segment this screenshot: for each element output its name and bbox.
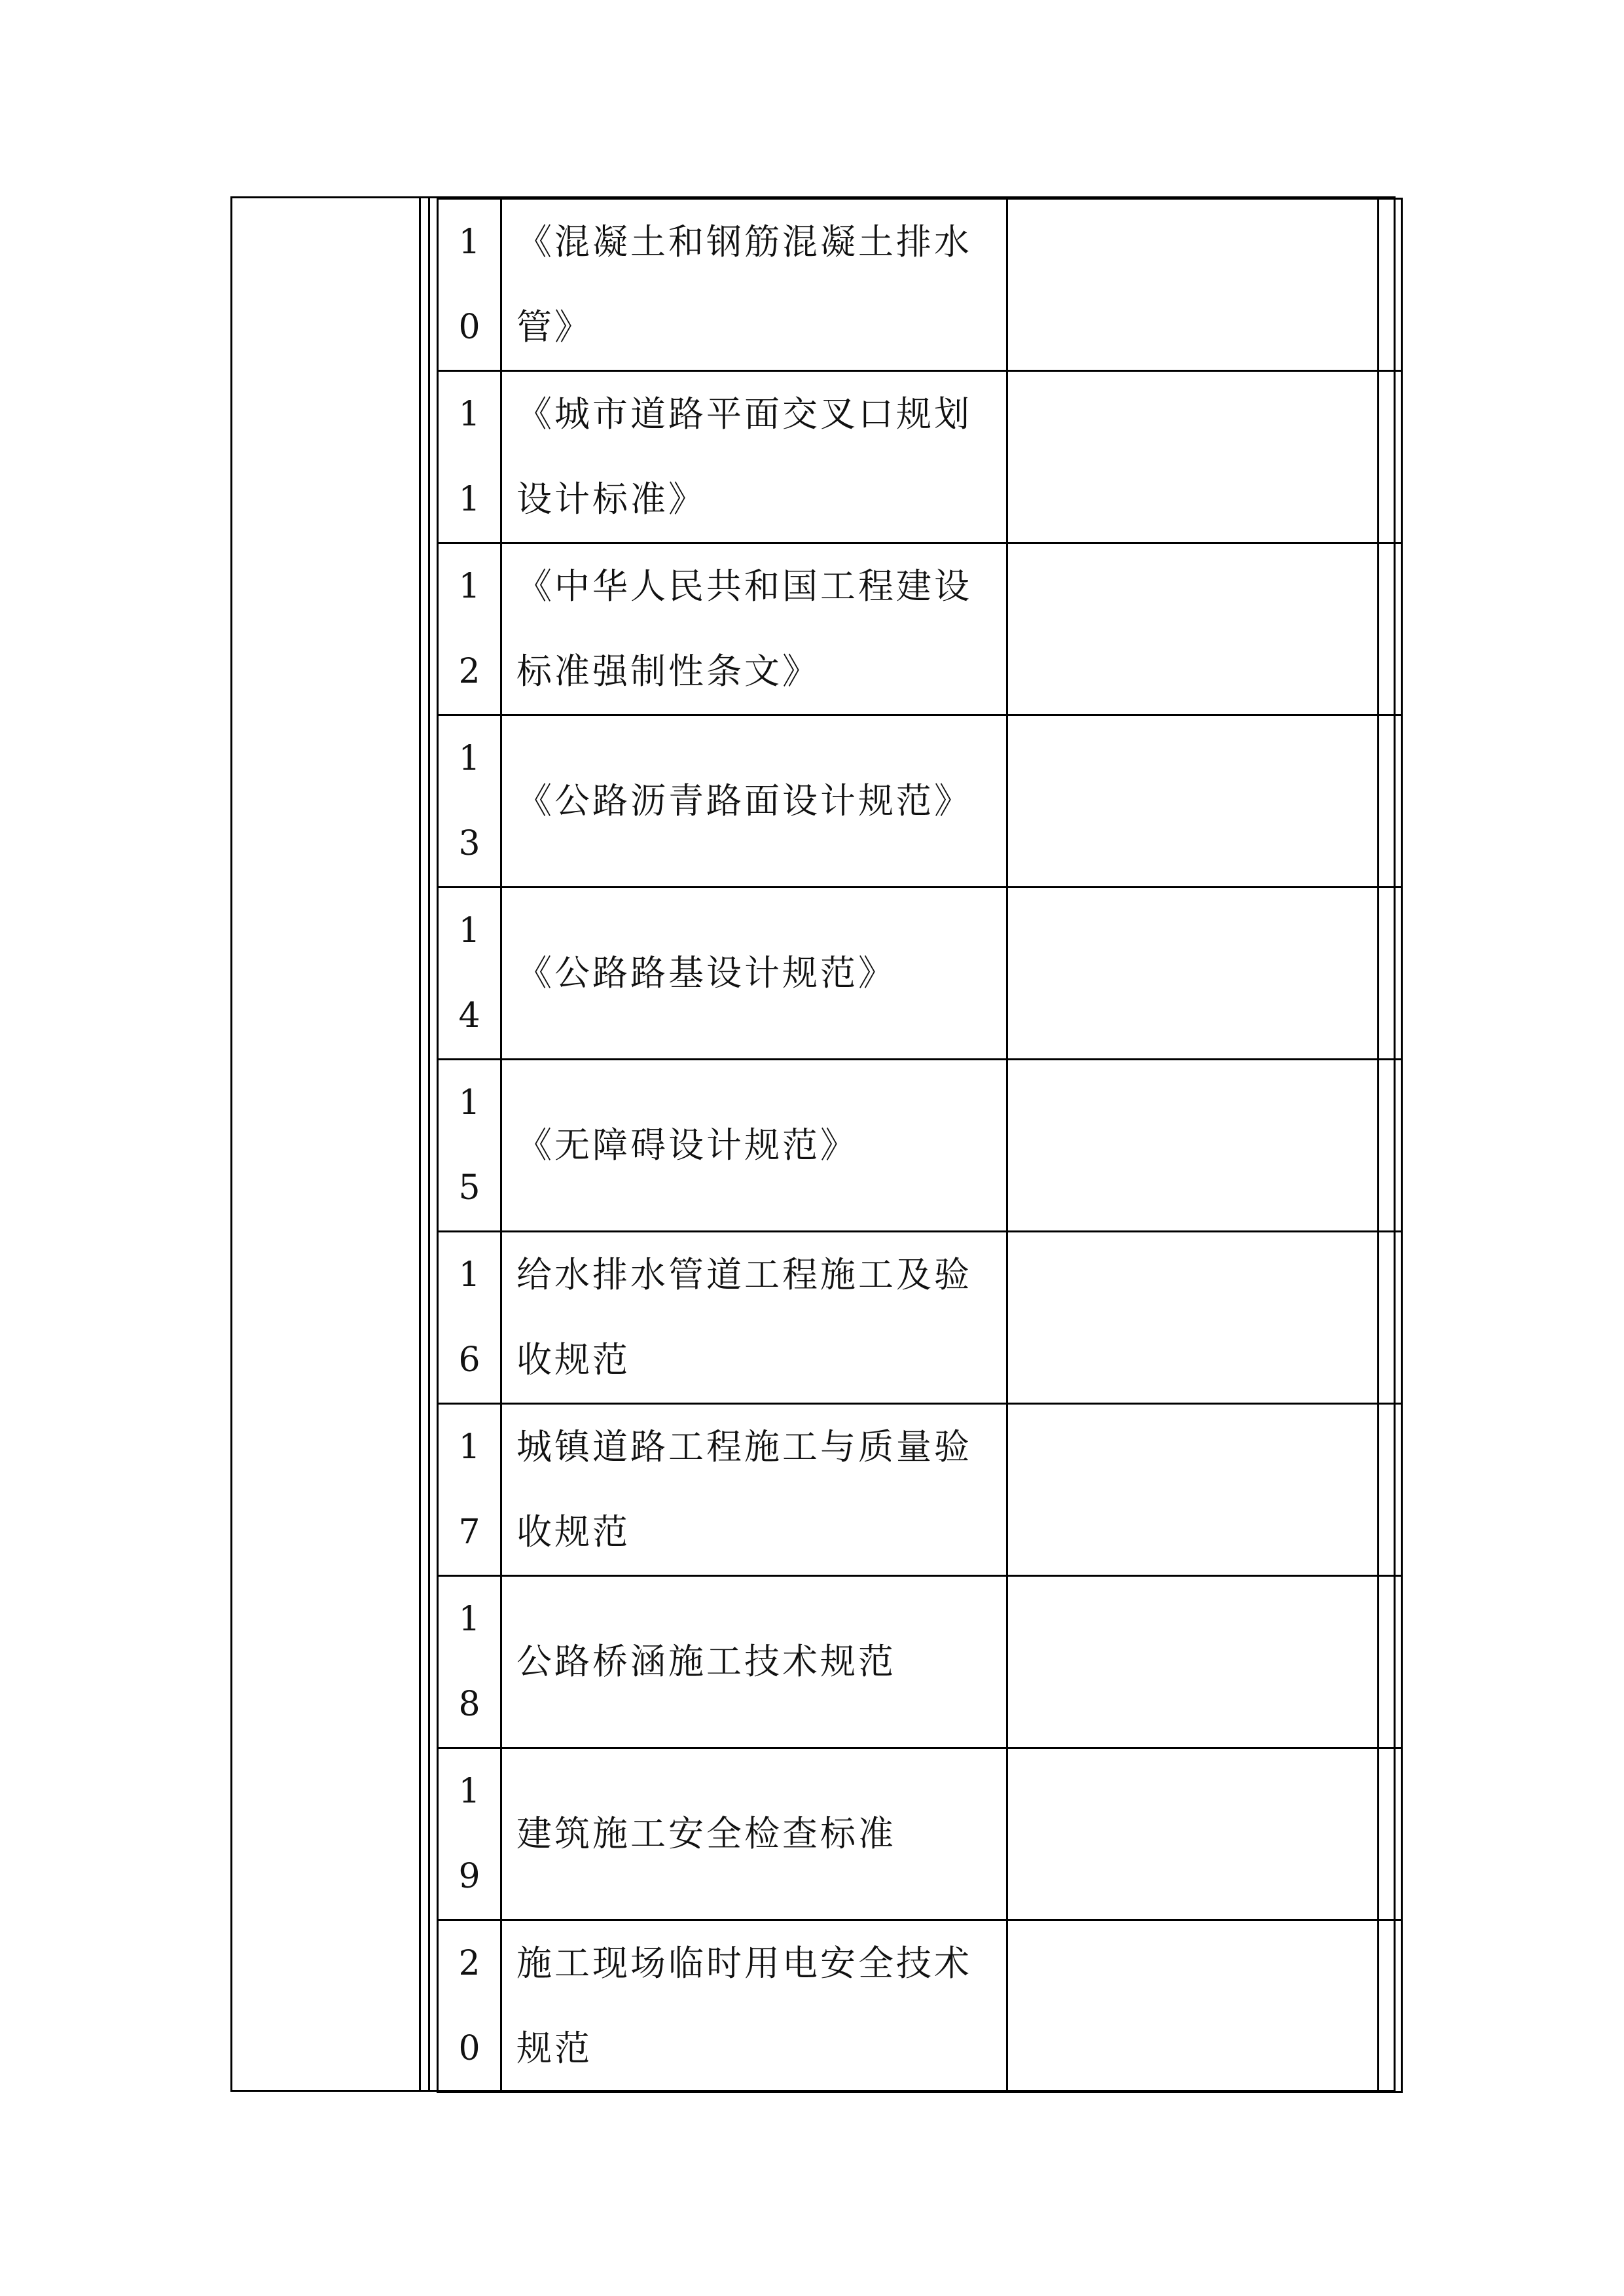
- remarks-cell: [1007, 1060, 1402, 1232]
- row-number: [438, 715, 501, 888]
- standard-title: 《无障碍设计规范》: [501, 1060, 1007, 1232]
- row-number-digit: 1: [458, 567, 480, 606]
- table-row: [438, 1748, 1402, 1920]
- row-number-digit: 2: [458, 652, 480, 691]
- row-number: [438, 543, 501, 715]
- row-number: [438, 371, 501, 543]
- row-number-digit: 1: [458, 1427, 480, 1467]
- standard-title: 《中华人民共和国工程建设标准强制性条文》: [501, 543, 1007, 715]
- row-number: [438, 199, 501, 371]
- row-number-digit: 1: [458, 395, 480, 434]
- table-row: [438, 1232, 1402, 1404]
- table-row: [438, 199, 1402, 371]
- table-row: [438, 543, 1402, 715]
- standards-table: [437, 198, 1403, 2093]
- remarks-cell: [1007, 1748, 1402, 1920]
- table-row: [438, 715, 1402, 888]
- table-row: [438, 1576, 1402, 1748]
- row-number-digit: 0: [458, 308, 480, 347]
- left-column-divider-inner: [428, 196, 430, 2092]
- standard-title: 《混凝土和钢筋混凝土排水管》: [501, 199, 1007, 371]
- remarks-cell: [1007, 715, 1402, 888]
- row-number: [438, 1748, 501, 1920]
- remarks-cell: [1007, 1576, 1402, 1748]
- table-row: [438, 1404, 1402, 1576]
- row-number-digit: 6: [458, 1340, 480, 1380]
- row-number-digit: 9: [458, 1857, 480, 1896]
- row-number-digit: 4: [458, 996, 480, 1035]
- row-number-digit: 1: [458, 739, 480, 778]
- remarks-cell: [1007, 371, 1402, 543]
- row-number-digit: 8: [458, 1685, 480, 1724]
- remarks-cell: [1007, 888, 1402, 1060]
- row-number-digit: 1: [458, 480, 480, 519]
- remarks-cell: [1007, 543, 1402, 715]
- remarks-cell: [1007, 199, 1402, 371]
- row-number-digit: 1: [458, 911, 480, 950]
- remarks-cell: [1007, 1404, 1402, 1576]
- table-row: [438, 371, 1402, 543]
- row-number-digit: 5: [458, 1168, 480, 1208]
- row-number: [438, 888, 501, 1060]
- row-number-digit: 2: [458, 1944, 480, 1983]
- row-number: [438, 1232, 501, 1404]
- standard-title: 《城市道路平面交叉口规划设计标准》: [501, 371, 1007, 543]
- table-row: [438, 1920, 1402, 2092]
- row-number-digit: 7: [458, 1513, 480, 1552]
- standard-title: 施工现场临时用电安全技术规范: [501, 1920, 1007, 2092]
- row-number: [438, 1060, 501, 1232]
- row-number: [438, 1576, 501, 1748]
- row-number-digit: 1: [458, 1772, 480, 1811]
- standard-title: 公路桥涵施工技术规范: [501, 1576, 1007, 1748]
- standard-title: 《公路沥青路面设计规范》: [501, 715, 1007, 888]
- remarks-cell: [1007, 1920, 1402, 2092]
- row-number-digit: 1: [458, 1600, 480, 1639]
- row-number-digit: 1: [458, 1083, 480, 1122]
- remarks-cell: [1007, 1232, 1402, 1404]
- row-number-digit: 1: [458, 1255, 480, 1295]
- standard-title: 给水排水管道工程施工及验收规范: [501, 1232, 1007, 1404]
- row-number: [438, 1920, 501, 2092]
- left-column-divider: [419, 196, 421, 2092]
- row-number: [438, 1404, 501, 1576]
- row-number-digit: 0: [458, 2029, 480, 2068]
- standard-title: 《公路路基设计规范》: [501, 888, 1007, 1060]
- row-number-digit: 3: [458, 824, 480, 863]
- row-number-digit: 1: [458, 223, 480, 262]
- standards-table-wrapper: [437, 198, 1376, 2093]
- standard-title: 建筑施工安全检查标准: [501, 1748, 1007, 1920]
- standard-title: 城镇道路工程施工与质量验收规范: [501, 1404, 1007, 1576]
- table-row: [438, 1060, 1402, 1232]
- table-row: [438, 888, 1402, 1060]
